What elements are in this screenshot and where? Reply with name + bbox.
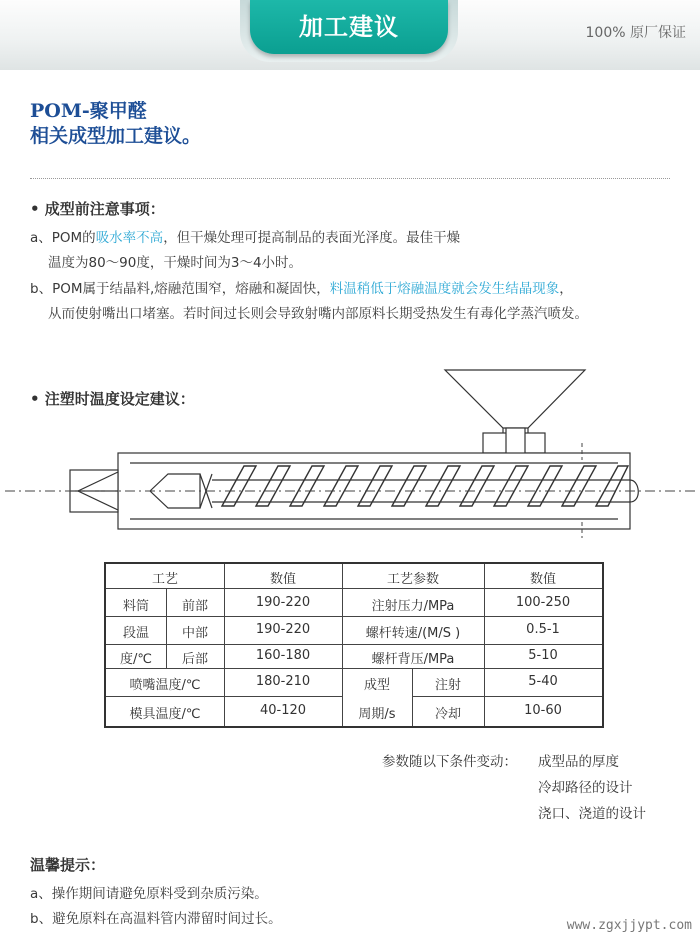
row-divider bbox=[106, 588, 602, 589]
th-process: 工艺 bbox=[151, 572, 178, 587]
th-value2: 数值 bbox=[529, 572, 556, 587]
col-divider bbox=[342, 564, 343, 726]
row-divider bbox=[106, 668, 602, 669]
conditions-label: 参数随以下条件变动： bbox=[382, 754, 517, 770]
td-barrel-1: 料筒 bbox=[122, 599, 149, 614]
header-tab bbox=[240, 0, 458, 70]
note-a-post: ，但干燥处理可提高制品的表面光泽度。最佳干燥 bbox=[163, 230, 461, 246]
section2-heading: • 注塑时温度设定建议： bbox=[30, 390, 195, 408]
condition-1: 成型品的厚度 bbox=[538, 754, 619, 770]
td-barrel-3: 度/℃ bbox=[120, 652, 152, 667]
td-inject-val: 5-40 bbox=[528, 674, 558, 689]
td-front-val: 190-220 bbox=[255, 595, 311, 610]
condition-3: 浇口、浇道的设计 bbox=[538, 806, 646, 822]
td-rear: 后部 bbox=[181, 652, 208, 667]
header-tagline: 100% 原厂保证 bbox=[585, 25, 686, 41]
td-p2: 螺杆转速/(M/S ) bbox=[365, 626, 461, 641]
td-nozzle: 喷嘴温度/℃ bbox=[129, 678, 201, 693]
td-middle: 中部 bbox=[181, 626, 208, 641]
note-a-pre: a、POM的 bbox=[30, 230, 96, 246]
note-a-line1 bbox=[30, 226, 460, 246]
note-b-pre: b、POM属于结晶料,熔融范围窄，熔融和凝固快， bbox=[30, 281, 330, 297]
header-tab-title: 加工建议 bbox=[250, 0, 448, 54]
injection-screw-diagram bbox=[0, 340, 700, 545]
td-cool-val: 10-60 bbox=[524, 703, 562, 718]
td-mold-val: 40-120 bbox=[259, 703, 307, 718]
td-cycle-1: 成型 bbox=[363, 678, 390, 693]
condition-2: 冷却路径的设计 bbox=[538, 780, 633, 796]
title-line1: POM-聚甲醛 bbox=[30, 100, 147, 122]
td-cycle-2: 周期/s bbox=[358, 707, 396, 722]
tip-a: a、操作期间请避免原料受到杂质污染。 bbox=[30, 886, 268, 902]
td-inject: 注射 bbox=[434, 678, 461, 693]
col-divider bbox=[224, 564, 225, 726]
td-rear-val: 160-180 bbox=[255, 648, 311, 663]
td-front: 前部 bbox=[181, 599, 208, 614]
note-a-line2: 温度为80～90度，干燥时间为3～4小时。 bbox=[48, 255, 303, 271]
td-p3: 螺杆背压/MPa bbox=[371, 652, 455, 667]
td-p1: 注射压力/MPa bbox=[371, 599, 455, 614]
row-divider bbox=[412, 696, 602, 697]
section1-heading: • 成型前注意事项： bbox=[30, 200, 165, 218]
watermark: www.zgxjjypt.com bbox=[566, 918, 692, 933]
note-a-highlight: 吸水率不高 bbox=[95, 230, 164, 246]
td-p2-val: 0.5-1 bbox=[526, 622, 560, 637]
row-divider bbox=[106, 644, 602, 645]
col-divider bbox=[484, 564, 485, 726]
note-b-post: ， bbox=[559, 281, 573, 297]
td-p3-val: 5-10 bbox=[528, 648, 558, 663]
divider bbox=[30, 178, 670, 179]
settings-table bbox=[104, 562, 604, 728]
note-b-line1 bbox=[30, 277, 573, 297]
row-divider bbox=[106, 616, 602, 617]
td-p1-val: 100-250 bbox=[515, 595, 571, 610]
td-cool: 冷却 bbox=[434, 707, 461, 722]
td-nozzle-val: 180-210 bbox=[255, 674, 311, 689]
tips-heading: 温馨提示： bbox=[30, 856, 106, 874]
note-b-line2: 从而使射嘴出口堵塞。若时间过长则会导致射嘴内部原料长期受热发生有毒化学蒸汽喷发。 bbox=[48, 306, 588, 322]
title-line2: 相关成型加工建议。 bbox=[30, 125, 202, 147]
td-mold: 模具温度/℃ bbox=[129, 707, 201, 722]
td-barrel-2: 段温 bbox=[122, 626, 149, 641]
tip-b: b、避免原料在高温料管内滞留时间过长。 bbox=[30, 911, 282, 927]
td-middle-val: 190-220 bbox=[255, 622, 311, 637]
th-params: 工艺参数 bbox=[386, 572, 439, 587]
hopper-funnel bbox=[445, 370, 585, 428]
th-value: 数值 bbox=[269, 572, 296, 587]
note-b-highlight: 料温稍低于熔融温度就会发生结晶现象 bbox=[329, 281, 560, 297]
